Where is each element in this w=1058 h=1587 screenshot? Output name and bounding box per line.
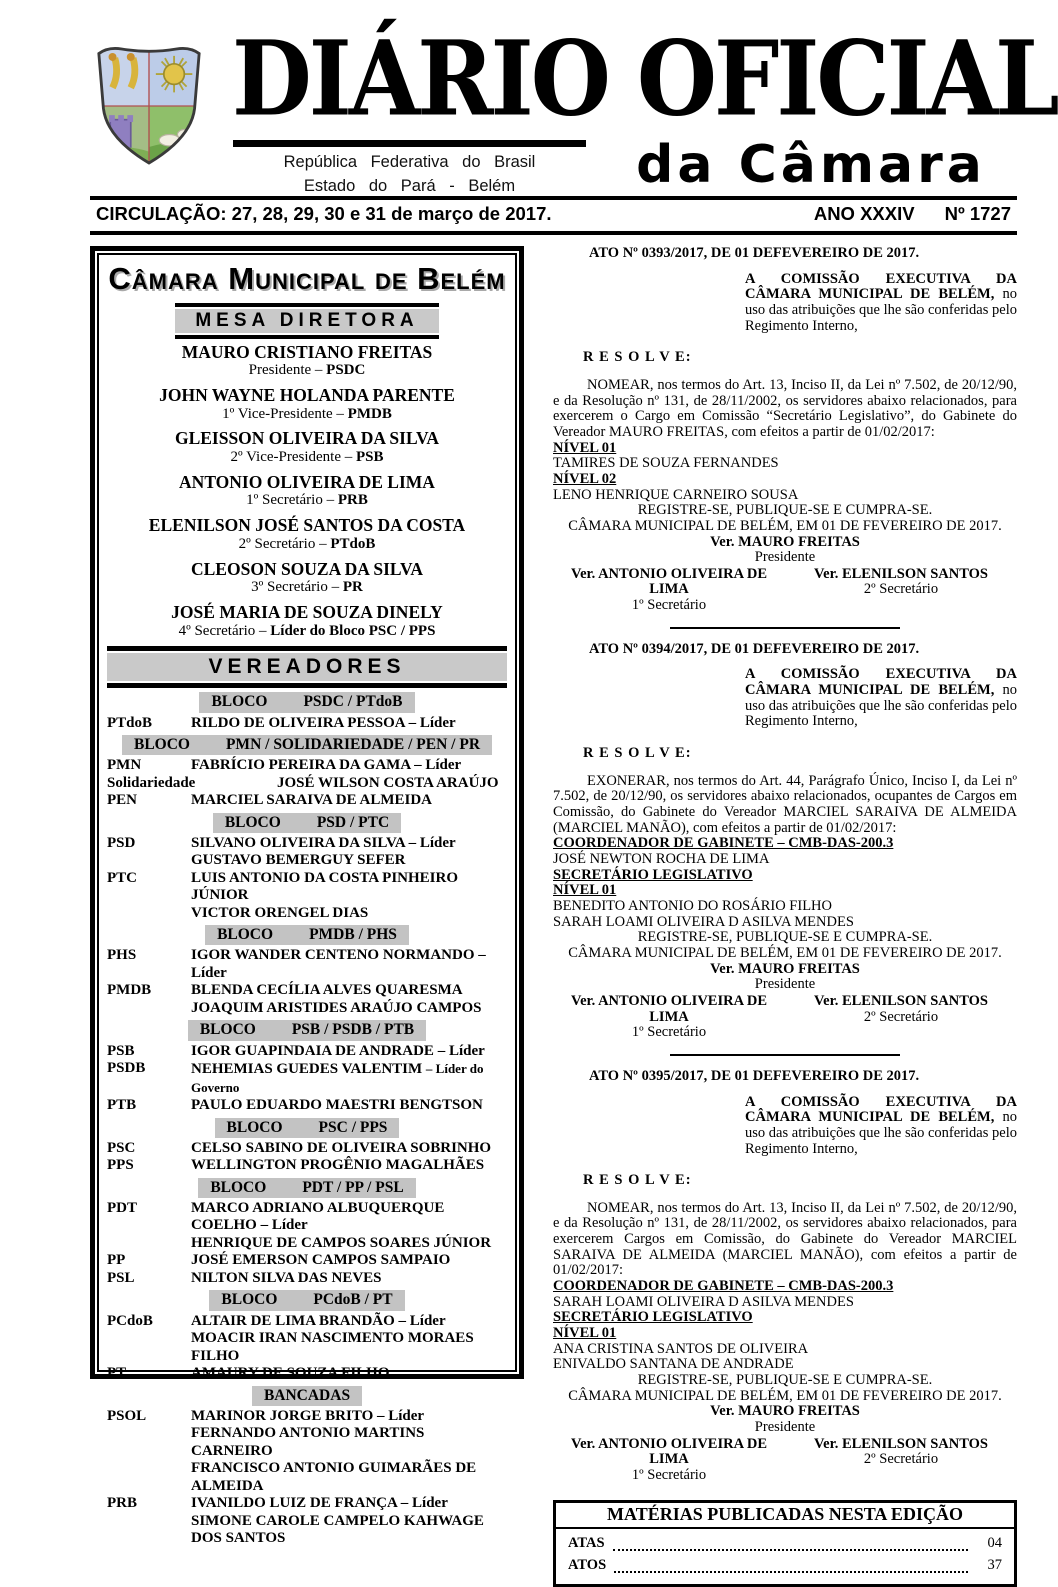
vereador-name: SIMONE CAROLE CAMPELO KAHWAGE DOS SANTOS [191, 1512, 484, 1547]
group-band [205, 925, 409, 945]
group-header [107, 735, 507, 755]
vereador-name: MARCO ADRIANO ALBUQUERQUE COELHO – Líder [191, 1199, 445, 1234]
vereador-party: Solidariedade [107, 774, 196, 791]
title-underline [233, 140, 586, 147]
vereador-row [107, 715, 507, 733]
signature-role: 2º Secretário [863, 1008, 939, 1025]
closing-line: CÂMARA MUNICIPAL DE BELÉM, EM 01 DE FEVEREIRO DE 2017. [568, 517, 1002, 534]
group-header [107, 692, 507, 712]
signature-role: 2º Secretário [863, 581, 939, 598]
group-label: BANCADAS [263, 1386, 351, 1404]
vereador-name: FERNANDO ANTONIO MARTINS CARNEIRO [191, 1425, 425, 1459]
materias-row [568, 1533, 1002, 1555]
vereador-name: GUSTAVO BEMERGUY SEFER [191, 852, 406, 869]
vereador-party: PEN [107, 792, 137, 809]
group-parties: PSDC / PTdoB [303, 693, 403, 711]
ato [553, 642, 1017, 1041]
group-rows [107, 757, 507, 810]
ato-item-heading: NÍVEL 01 [553, 439, 617, 456]
mesa-member [107, 560, 507, 596]
signature [553, 567, 785, 614]
group-rows [107, 835, 507, 923]
signature [785, 567, 1017, 614]
atos-list [553, 246, 1017, 1484]
vereador-row [107, 1235, 507, 1253]
group-header [107, 925, 507, 945]
vereador-row [107, 1157, 507, 1175]
group-label: BLOCO [210, 1178, 267, 1196]
edition-number: Nº 1727 [944, 203, 1011, 224]
vereadores-group [107, 692, 507, 732]
ato-preamble: A COMISSÃO EXECUTIVA DA CÂMARA MUNICIPAL DE BELÉM, no uso das atribuições que lhe são conferidas pelo Regimento Interno, [745, 1093, 1017, 1157]
vereador-party: PRB [107, 1495, 137, 1512]
vereadores-header [107, 646, 507, 688]
member-role: 4º Secretário – Líder do Bloco PSC / PPS [178, 622, 436, 639]
leader-suffix: – Líder [414, 757, 462, 774]
group-label: BLOCO [211, 693, 268, 711]
vereador-party: PSD [107, 834, 136, 851]
circulation-text: CIRCULAÇÃO: 27, 28, 29, 30 e 31 de março de 2017. [96, 203, 552, 224]
member-name: ELENILSON JOSÉ SANTOS DA COSTA [148, 515, 466, 536]
vereadores-group [107, 925, 507, 1017]
president-name: Ver. MAURO FREITAS [710, 1403, 860, 1420]
signature-name: Ver. ANTONIO OLIVEIRA DE LIMA [570, 1435, 768, 1468]
vereador-party: PHS [107, 947, 137, 964]
member-name: ANTONIO OLIVEIRA DE LIMA [179, 471, 435, 492]
group-header [107, 1178, 507, 1198]
signature-name: Ver. ELENILSON SANTOS [814, 565, 988, 582]
vereadores-group [107, 1020, 507, 1114]
signature-name: Ver. ELENILSON SANTOS [814, 1435, 988, 1452]
ato-item-name: ENIVALDO SANTANA DE ANDRADE [553, 1356, 794, 1373]
vereador-row [107, 1365, 507, 1383]
group-band [199, 692, 414, 712]
vereador-row [107, 947, 507, 982]
vereador-name: VICTOR ORENGEL DIAS [191, 904, 369, 921]
ato-item-heading: SECRETÁRIO LEGISLATIVO [553, 866, 753, 883]
group-band [215, 1118, 400, 1138]
leader-suffix: – Líder do Governo [191, 1061, 484, 1095]
vereadores-label: VEREADORES [107, 653, 507, 681]
leader-suffix: – Líder [408, 714, 456, 731]
group-rows [107, 1200, 507, 1288]
signature-role: 1º Secretário [631, 597, 707, 614]
vereador-party: PSDB [107, 1060, 146, 1077]
vereador-name: JOAQUIM ARISTIDES ARAÚJO CAMPOS [191, 999, 482, 1016]
vereador-party: PDT [107, 1199, 137, 1216]
vereador-row [107, 775, 507, 793]
group-header [107, 813, 507, 833]
member-name: JOSÉ MARIA DE SOUZA DINELY [171, 601, 443, 622]
vereador-name: MARINOR JORGE BRITO – Líder [191, 1407, 425, 1424]
vereador-row [107, 1495, 507, 1513]
group-parties: PSB / PSDB / PTB [291, 1021, 415, 1039]
mesa-member [107, 386, 507, 422]
vereador-name: RILDO DE OLIVEIRA PESSOA – Líder [191, 714, 456, 731]
president-name: Ver. MAURO FREITAS [710, 533, 860, 550]
group-parties: PDT / PP / PSL [302, 1178, 404, 1196]
group-parties: PMDB / PHS [309, 926, 397, 944]
ato-president [553, 535, 1017, 566]
band-rule [107, 683, 507, 688]
leader-suffix: – Líder [398, 1312, 446, 1329]
materias-rows [556, 1529, 1014, 1584]
vereador-name: LUIS ANTONIO DA COSTA PINHEIRO JÚNIOR [191, 869, 459, 904]
ato-body: NOMEAR, nos termos do Art. 13, Inciso II, da Lei nº 7.502, de 20/12/90, e da Resolução nº 131, de 28/11/2002, os servidores abaixo relacionados, para exercerem o Cargo em Comissão “Secretário Legislativo”, do Gabinete do Vereador MAURO FREITAS, com efeitos a partir de 01/02/2017: [553, 376, 1017, 440]
ato-closing [553, 930, 1017, 961]
ato-item-name: SARAH LOAMI OLIVEIRA D ASILVA MENDES [553, 1293, 854, 1310]
vereador-row [107, 1000, 507, 1018]
materias-box [553, 1500, 1017, 1587]
closing-line: REGISTRE-SE, PUBLIQUE-SE E CUMPRA-SE. [637, 1372, 933, 1389]
ato-body: EXONERAR, nos termos do Art. 44, Parágrafo Único, Inciso I, da Lei nº 7.502, de 20/12/90, os servidores abaixo relacionados, ocupantes de Cargos em Comissão, do Gabinete do Vereador MARCIEL SARAIVA DE ALMEIDA (MARCIEL MANÃO), com efeitos a partir de 01/02/2017: [553, 772, 1017, 836]
member-name: GLEISSON OLIVEIRA DA SILVA [174, 428, 440, 449]
vereador-party: PPS [107, 1157, 134, 1174]
vereador-row [107, 1408, 507, 1426]
ato-item-heading: SECRETÁRIO LEGISLATIVO [553, 1309, 753, 1326]
ato-president [553, 962, 1017, 993]
materias-row-label: ATAS [568, 1535, 605, 1552]
leader-suffix: – Líder [400, 1495, 448, 1512]
president-role: Presidente [754, 976, 816, 993]
vereador-row [107, 1270, 507, 1288]
vereador-party: PTB [107, 1097, 137, 1114]
vereador-row [107, 1043, 507, 1061]
group-band [198, 1178, 415, 1198]
vereador-party [107, 905, 191, 923]
vereador-party: PTC [107, 869, 137, 886]
vereador-name: JOSÉ WILSON COSTA ARAÚJO [277, 774, 499, 791]
vereador-name: MOACIR IRAN NASCIMENTO MORAES FILHO [191, 1330, 474, 1364]
leader-suffix: – Líder [408, 834, 456, 851]
materias-title: MATÉRIAS PUBLICADAS NESTA EDIÇÃO [556, 1503, 1014, 1529]
group-header [107, 1118, 507, 1138]
group-rows [107, 1313, 507, 1383]
signature [553, 1437, 785, 1484]
vereador-row [107, 1097, 507, 1115]
vereador-name: HENRIQUE DE CAMPOS SOARES JÚNIOR [191, 1234, 492, 1251]
group-band [252, 1386, 362, 1406]
group-parties: PMN / SOLIDARIEDADE / PEN / PR [225, 736, 481, 754]
vereador-party: PMDB [107, 982, 152, 999]
vereador-party: PSOL [107, 1407, 147, 1424]
header-rule-bottom [90, 231, 1017, 235]
group-band [209, 1290, 404, 1310]
newspaper-subtitle: da Câmara [636, 135, 986, 195]
vereadores-group [107, 813, 507, 923]
materias-row [568, 1555, 1002, 1577]
member-name: JOHN WAYNE HOLANDA PARENTE [159, 385, 455, 406]
closing-line: CÂMARA MUNICIPAL DE BELÉM, EM 01 DE FEVEREIRO DE 2017. [568, 1387, 1002, 1404]
header-rule-top [90, 196, 1017, 200]
member-role: 3º Secretário – PR [251, 579, 363, 596]
vereador-row [107, 1425, 507, 1460]
vereador-party [107, 852, 191, 870]
band-rule [175, 303, 439, 307]
president-name: Ver. MAURO FREITAS [710, 960, 860, 977]
ato-heading: ATO Nº 0394/2017, DE 01 DEFEVEREIRO DE 2017. [589, 640, 920, 657]
ato-president [553, 1404, 1017, 1435]
mesa-member [107, 473, 507, 509]
signature-role: 1º Secretário [631, 1466, 707, 1483]
ato-signatures [553, 567, 1017, 614]
vereador-row [107, 1200, 507, 1235]
ato-preamble: A COMISSÃO EXECUTIVA DA CÂMARA MUNICIPAL DE BELÉM, no uso das atribuições que lhe são conferidas pelo Regimento Interno, [745, 270, 1017, 334]
member-role: 2º Vice-Presidente – PSB [230, 449, 384, 466]
vereadores-group [107, 1386, 507, 1548]
circulation-bar [96, 203, 1011, 225]
edition-info [814, 203, 1011, 225]
group-label: BLOCO [199, 1021, 256, 1039]
group-label: BLOCO [226, 1118, 283, 1136]
year-label: ANO XXXIV [813, 203, 915, 224]
materias-row-page: 04 [987, 1535, 1002, 1552]
vereador-row [107, 982, 507, 1000]
ato-signatures [553, 1437, 1017, 1484]
vereador-row [107, 1313, 507, 1331]
leader-suffix: – Líder [377, 1407, 425, 1424]
mesa-member [107, 343, 507, 379]
vereador-party: PMN [107, 757, 142, 774]
ato-heading: ATO Nº 0393/2017, DE 01 DEFEVEREIRO DE 2017. [589, 245, 920, 261]
signature-name: Ver. ANTONIO OLIVEIRA DE LIMA [570, 565, 768, 598]
left-panel-inner [97, 253, 517, 1547]
ato-resolve: R E S O L V E: [583, 745, 692, 762]
group-parties: PSD / PTC [316, 813, 390, 831]
signature [785, 1437, 1017, 1484]
signature-role: 1º Secretário [631, 1024, 707, 1041]
vereador-name: AMAURY DE SOUZA FILHO [191, 1365, 390, 1381]
member-name: MAURO CRISTIANO FREITAS [181, 341, 433, 362]
ato-resolve: R E S O L V E: [583, 1172, 692, 1189]
vereador-party: PSC [107, 1139, 136, 1156]
vereadores-group [107, 1118, 507, 1175]
group-rows [107, 715, 507, 733]
member-role: Presidente – PSDC [248, 362, 366, 379]
group-band [188, 1020, 426, 1040]
vereador-name: NEHEMIAS GUEDES VALENTIM – Líder do Governo [191, 1061, 484, 1095]
leader-suffix: – Líder [260, 1217, 308, 1234]
vereador-row [107, 852, 507, 870]
dotted-leader [614, 1571, 968, 1573]
group-parties: PSC / PPS [318, 1118, 388, 1136]
member-name: CLEOSON SOUZA DA SILVA [191, 558, 423, 579]
subtitle-line1: República Federativa do Brasil [283, 153, 536, 171]
vereador-name: MARCIEL SARAIVA DE ALMEIDA [191, 792, 433, 809]
vereador-party: PT [107, 1365, 127, 1381]
group-label: BLOCO [224, 813, 281, 831]
band-rule [107, 646, 507, 651]
ato-items [553, 1279, 1017, 1373]
vereador-row [107, 1460, 507, 1495]
ato-item-name: LENO HENRIQUE CARNEIRO SOUSA [553, 486, 799, 503]
vereador-party [107, 1330, 191, 1365]
group-header [107, 1290, 507, 1310]
vereador-row [107, 870, 507, 905]
group-band [122, 735, 492, 755]
ato-items [553, 836, 1017, 930]
ato-heading: ATO Nº 0395/2017, DE 01 DEFEVEREIRO DE 2017. [589, 1067, 920, 1084]
vereador-row [107, 1252, 507, 1270]
left-panel [90, 246, 524, 1547]
signature-role: 2º Secretário [863, 1451, 939, 1468]
ato-item-name: BENEDITO ANTONIO DO ROSÁRIO FILHO [553, 897, 832, 914]
ato-preamble: A COMISSÃO EXECUTIVA DA CÂMARA MUNICIPAL DE BELÉM, no uso das atribuições que lhe são conferidas pelo Regimento Interno, [745, 666, 1017, 730]
group-label: BLOCO [217, 926, 274, 944]
ato-resolve: R E S O L V E: [583, 349, 692, 366]
materias-row-label: ATOS [568, 1556, 607, 1573]
ato [553, 1069, 1017, 1484]
vereador-party: PTdoB [107, 714, 153, 731]
vereador-party [107, 1235, 191, 1253]
president-role: Presidente [754, 1419, 816, 1435]
mesa-diretora-header [175, 303, 439, 339]
ato-item-heading: NÍVEL 01 [553, 882, 617, 899]
vereador-party [107, 1460, 191, 1495]
vereador-name: FABRÍCIO PEREIRA DA GAMA – Líder [191, 757, 462, 774]
signature-name: Ver. ANTONIO OLIVEIRA DE LIMA [570, 992, 768, 1025]
vereadores-group [107, 1290, 507, 1382]
ato-signatures [553, 994, 1017, 1041]
vereador-name: SILVANO OLIVEIRA DA SILVA – Líder [191, 834, 456, 851]
group-rows [107, 1408, 507, 1548]
member-role: 2º Secretário – PTdoB [238, 535, 376, 552]
mesa-members-list [107, 343, 507, 640]
ato-item-name: TAMIRES DE SOUZA FERNANDES [553, 455, 779, 472]
group-header [107, 1020, 507, 1040]
ato-item-name: ANA CRISTINA SANTOS DE OLIVEIRA [553, 1340, 809, 1357]
closing-line: REGISTRE-SE, PUBLIQUE-SE E CUMPRA-SE. [637, 502, 933, 519]
vereador-party: PSB [107, 1042, 135, 1059]
member-role: 1º Vice-Presidente – PMDB [222, 405, 392, 422]
vereador-name: WELLINGTON PROGÊNIO MAGALHÃES [191, 1157, 485, 1174]
coat-of-arms-logo [92, 42, 206, 170]
vereador-row [107, 1140, 507, 1158]
newspaper-title: DIÁRIO OFICIAL [232, 18, 1057, 139]
vereador-name: JOSÉ EMERSON CAMPOS SAMPAIO [191, 1252, 451, 1269]
vereador-name: FRANCISCO ANTONIO GUIMARÃES DE ALMEIDA [191, 1460, 477, 1494]
group-rows [107, 1140, 507, 1175]
vereador-party [107, 1425, 191, 1460]
group-label: BLOCO [221, 1291, 278, 1309]
group-parties: PCdoB / PT [313, 1291, 393, 1309]
vereador-party [107, 1513, 191, 1548]
vereador-name: ALTAIR DE LIMA BRANDÃO – Líder [191, 1312, 446, 1329]
vereadores-group [107, 735, 507, 810]
leader-suffix: – Líder [191, 947, 486, 981]
vereadores-groups [107, 692, 507, 1547]
mesa-member [107, 516, 507, 552]
vereador-name: CELSO SABINO DE OLIVEIRA SOBRINHO [191, 1139, 492, 1156]
chamber-title: Câmara Municipal de Belém [108, 261, 506, 296]
ato-separator [670, 1054, 900, 1056]
president-role: Presidente [754, 549, 816, 566]
mesa-member [107, 603, 507, 639]
vereador-row [107, 792, 507, 810]
member-role: 1º Secretário – PRB [246, 492, 368, 509]
vereador-name: PAULO EDUARDO MAESTRI BENGTSON [191, 1097, 483, 1114]
right-panel [553, 246, 1017, 1587]
ato-item-name: JOSÉ NEWTON ROCHA DE LIMA [553, 851, 770, 867]
ato-item-heading: COORDENADOR DE GABINETE – CMB-DAS-200.3 [553, 1278, 894, 1295]
vereador-row [107, 757, 507, 775]
ato-closing [553, 503, 1017, 534]
ato-items [553, 441, 1017, 504]
subtitle-line2: Estado do Pará - Belém [303, 176, 516, 195]
mesa-member [107, 429, 507, 465]
dotted-leader [613, 1549, 968, 1551]
vereador-row [107, 905, 507, 923]
mesa-diretora-label: MESA DIRETORA [175, 309, 439, 333]
group-band [213, 813, 401, 833]
ato-item-heading: COORDENADOR DE GABINETE – CMB-DAS-200.3 [553, 835, 894, 852]
closing-line: CÂMARA MUNICIPAL DE BELÉM, EM 01 DE FEVEREIRO DE 2017. [568, 944, 1002, 961]
vereador-party: PP [107, 1252, 126, 1269]
signature-name: Ver. ELENILSON SANTOS [814, 992, 988, 1009]
vereador-row [107, 1330, 507, 1365]
group-header [107, 1386, 507, 1406]
vereador-name: IVANILDO LUIZ DE FRANÇA – Líder [191, 1495, 448, 1512]
vereador-row [107, 1513, 507, 1548]
materias-row-page: 37 [987, 1556, 1002, 1573]
ato-closing [553, 1373, 1017, 1404]
signature [553, 994, 785, 1041]
group-rows [107, 947, 507, 1017]
masthead-subtitle [233, 151, 586, 199]
vereador-name: BLENDA CECÍLIA ALVES QUARESMA [191, 982, 463, 999]
closing-line: REGISTRE-SE, PUBLIQUE-SE E CUMPRA-SE. [637, 929, 933, 946]
group-label: BLOCO [133, 736, 190, 754]
ato-body: NOMEAR, nos termos do Art. 13, Inciso II, da Lei nº 7.502, de 20/12/90, e da Resolução nº 131, de 28/11/2002, os servidores abaixo relacionados, para exercerem Cargos em Comissão, do Gabinete do Vereador MARCIEL SARAIVA DE ALMEIDA (MARCIEL MANÃO), com efeitos a partir de 01/02/2017: [553, 1199, 1017, 1279]
signature [785, 994, 1017, 1041]
vereador-row [107, 1060, 507, 1097]
band-rule [175, 335, 439, 339]
leader-suffix: – Líder [437, 1042, 485, 1059]
vereador-name: IGOR GUAPINDAIA DE ANDRADE – Líder [191, 1042, 485, 1059]
vereador-party: PCdoB [107, 1312, 153, 1329]
vereador-name: IGOR WANDER CENTENO NORMANDO – Líder [191, 947, 486, 981]
vereador-party [107, 1000, 191, 1018]
ato-item-heading: NÍVEL 02 [553, 470, 617, 487]
vereador-row [107, 835, 507, 853]
vereadores-group [107, 1178, 507, 1288]
ato [553, 246, 1017, 614]
ato-separator [670, 627, 900, 629]
vereador-name: NILTON SILVA DAS NEVES [191, 1269, 382, 1286]
ato-item-heading: NÍVEL 01 [553, 1325, 617, 1342]
group-rows [107, 1043, 507, 1115]
vereador-party: PSL [107, 1269, 135, 1286]
ato-item-name: SARAH LOAMI OLIVEIRA D ASILVA MENDES [553, 913, 854, 930]
